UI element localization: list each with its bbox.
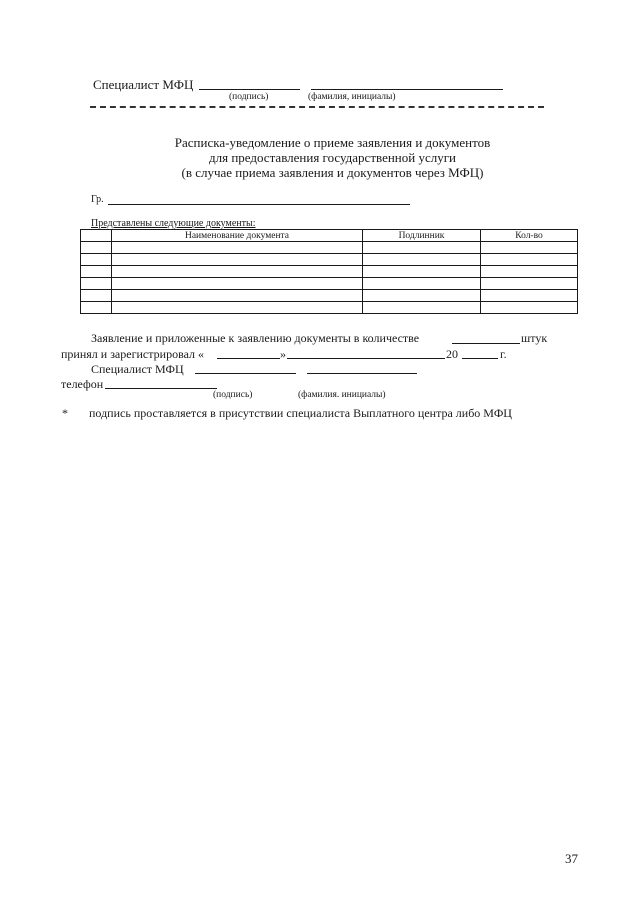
- acceptance-year-prefix: 20: [446, 347, 458, 361]
- table-cell[interactable]: [363, 278, 481, 290]
- table-cell[interactable]: [363, 242, 481, 254]
- receipt-title-line3: (в случае приема заявления и документов через МФЦ): [181, 165, 484, 180]
- table-cell[interactable]: [112, 290, 363, 302]
- table-cell[interactable]: [363, 254, 481, 266]
- top-signature-caption: (подпись): [229, 92, 269, 102]
- cut-line-divider: [90, 106, 544, 108]
- table-cell[interactable]: [81, 254, 112, 266]
- receipt-title-line1: Расписка-уведомление о приеме заявления и документов: [174, 135, 491, 150]
- documents-table-header: [81, 230, 578, 242]
- top-specialist-label: Специалист МФЦ: [93, 77, 194, 92]
- col-header-original: Подлинник: [363, 230, 481, 242]
- table-cell[interactable]: [363, 302, 481, 314]
- table-cell[interactable]: [112, 266, 363, 278]
- page-number: 37: [565, 851, 578, 866]
- citizen-label: Гр.: [91, 194, 104, 205]
- footnote-marker: *: [62, 406, 68, 420]
- documents-label: Представлены следующие документы:: [91, 218, 256, 229]
- table-cell[interactable]: [81, 266, 112, 278]
- table-cell[interactable]: [81, 242, 112, 254]
- table-cell[interactable]: [481, 266, 578, 278]
- table-cell[interactable]: [81, 278, 112, 290]
- table-row: [81, 278, 578, 290]
- table-row: [81, 242, 578, 254]
- table-cell[interactable]: [81, 302, 112, 314]
- table-cell[interactable]: [112, 254, 363, 266]
- table-cell[interactable]: [481, 290, 578, 302]
- table-cell[interactable]: [363, 266, 481, 278]
- acceptance-line1-text: Заявление и приложенные к заявлению документы в количестве: [91, 331, 420, 345]
- footnote-text: подпись проставляется в присутствии специалиста Выплатного центра либо МФЦ: [89, 406, 512, 420]
- day-line[interactable]: [217, 358, 280, 359]
- documents-table: [80, 229, 578, 314]
- table-row: [81, 302, 578, 314]
- phone-line[interactable]: [105, 388, 217, 389]
- table-cell[interactable]: [81, 290, 112, 302]
- table-cell[interactable]: [112, 242, 363, 254]
- top-signature-line[interactable]: [199, 89, 300, 90]
- document-count-line[interactable]: [452, 343, 520, 344]
- table-cell[interactable]: [481, 278, 578, 290]
- citizen-name-line[interactable]: [108, 204, 410, 205]
- col-header-document-name: Наименование документа: [112, 230, 363, 242]
- table-cell[interactable]: [112, 302, 363, 314]
- table-cell[interactable]: [112, 278, 363, 290]
- table-row: [81, 290, 578, 302]
- acceptance-specialist-label: Специалист МФЦ: [91, 362, 184, 376]
- col-header-quantity: Кол-во: [481, 230, 578, 242]
- top-name-caption: (фамилия, инициалы): [308, 92, 396, 102]
- col-header-number: [81, 230, 112, 242]
- table-cell[interactable]: [363, 290, 481, 302]
- table-cell[interactable]: [481, 242, 578, 254]
- month-line[interactable]: [287, 358, 445, 359]
- table-row: [81, 266, 578, 278]
- top-name-line[interactable]: [311, 89, 503, 90]
- table-row: [81, 254, 578, 266]
- acceptance-signature-caption: (подпись): [213, 390, 253, 400]
- table-cell[interactable]: [481, 254, 578, 266]
- year-line[interactable]: [462, 358, 498, 359]
- phone-label: телефон: [61, 377, 104, 391]
- acceptance-name-line[interactable]: [307, 373, 417, 374]
- table-cell[interactable]: [481, 302, 578, 314]
- acceptance-line2-text: принял и зарегистрировал «: [61, 347, 204, 361]
- acceptance-line2-end: г.: [500, 347, 507, 361]
- acceptance-signature-line[interactable]: [195, 373, 296, 374]
- receipt-title-line2: для предоставления государственной услуги: [208, 150, 457, 165]
- acceptance-line2-mid: »: [280, 347, 286, 361]
- acceptance-name-caption: (фамилия. инициалы): [298, 390, 386, 400]
- acceptance-line1-end: штук: [521, 331, 548, 345]
